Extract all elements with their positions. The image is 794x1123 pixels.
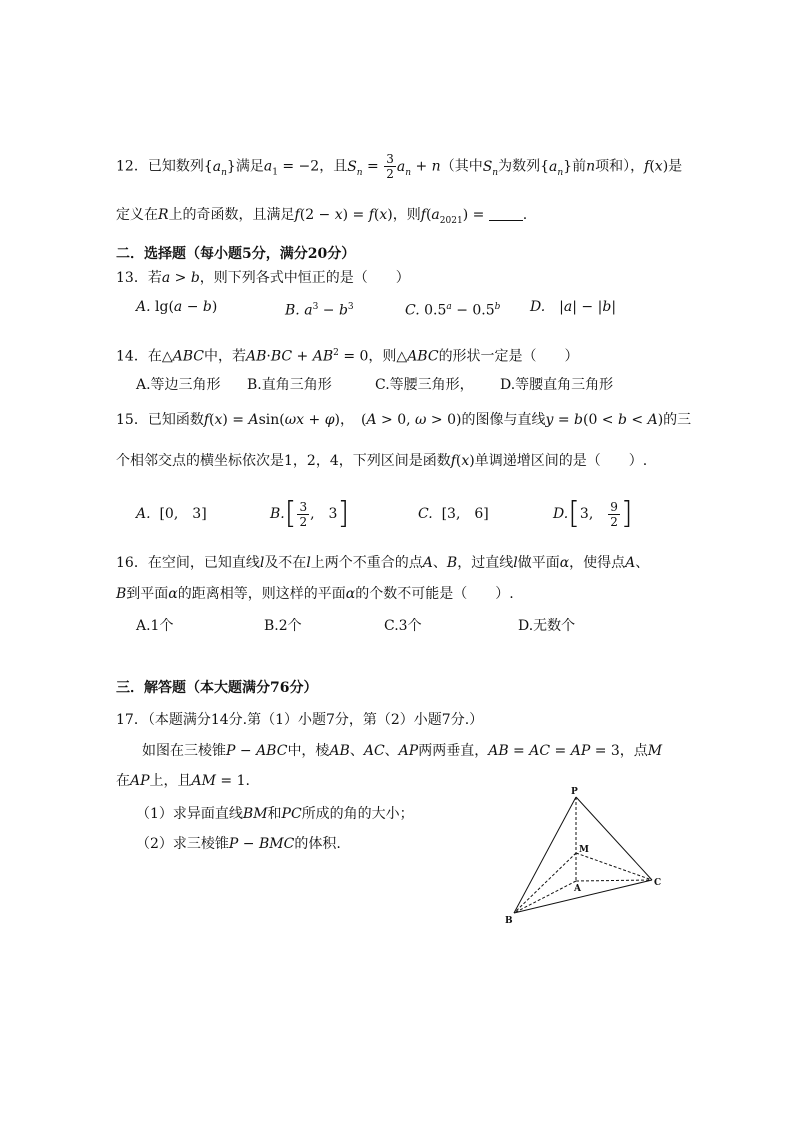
answer-blank	[489, 208, 523, 221]
q12-line1: 12．已知数列$\{a_n\}$满足$a_1 = -2$，且$S_n$ = $\frac{3}{2}$ $a_n + n$（其中$S_n$为数列$\{a_n\}$前n项和），f(x)是	[116, 152, 683, 181]
q14-option-d: D.等腰直角三角形	[500, 377, 614, 393]
q16-option-c: C.3个	[384, 618, 422, 634]
q17-part1: （1）求异面直线BM和PC所成的角的大小；	[136, 806, 414, 822]
q16-line2: B到平面α的距离相等，则这样的平面α的个数不可能是（ ）.	[116, 586, 514, 602]
q13-stem: 13．若a > b，则下列各式中恒正的是（ ）	[116, 270, 410, 286]
label-p: P	[571, 787, 578, 797]
q14-stem: 14．在△ABC中，若$AB\cdot BC + AB^2 = 0$，则△ABC的形状一定是（ ）	[116, 348, 579, 365]
q17-header: 17．（本题满分14分.第（1）小题7分，第（2）小题7分.）	[116, 712, 484, 728]
q13-option-c: C. 0.5$^a$ − 0.5$^b$	[405, 302, 501, 319]
label-b: B	[505, 916, 513, 926]
segment-mb	[514, 853, 576, 913]
label-c: C	[654, 878, 662, 888]
pyramid-figure	[500, 785, 680, 930]
q15-line2: 个相邻交点的横坐标依次是1，2，4，下列区间是函数f(x)单调递增区间的是（ ）.	[116, 453, 648, 469]
q14-option-c: C.等腰三角形，	[375, 377, 474, 393]
edge-pb	[514, 797, 576, 913]
edge-ab	[514, 881, 576, 913]
q17-body-line2: 在AP上，且AM = 1.	[116, 773, 250, 789]
q13-option-a: A. lg(a − b)	[136, 299, 218, 315]
q14-option-a: A.等边三角形	[136, 377, 221, 393]
q17-part2: （2）求三棱锥P − BMC的体积.	[136, 836, 341, 852]
q15-line1: 15．已知函数f(x) = Asin(ωx + φ)， (A > 0, ω > 0)的图像与直线y = b(0 < b < A)的三	[116, 412, 692, 428]
section3-title: 三．解答题（本大题满分76分）	[116, 680, 318, 696]
q15-option-a: A. [0, 3]	[136, 506, 207, 522]
section2-title: 二．选择题（每小题5分，满分20分）	[116, 246, 356, 262]
q13-option-d: D. |a| − |b|	[530, 299, 617, 315]
edge-ac	[576, 880, 652, 881]
segment-mc	[576, 853, 652, 880]
q16-option-a: A.1个	[136, 618, 174, 634]
q15-option-b: B.[ $\frac{3}{2}$ , 3]	[270, 496, 350, 531]
q16-option-b: B.2个	[264, 618, 302, 634]
q15-option-d: D.[3, $\frac{9}{2}$ ]	[553, 496, 633, 531]
edge-bc	[514, 880, 652, 913]
q16-line1: 16．在空间，已知直线l及不在l上两个不重合的点A、B，过直线l做平面α，使得点A、	[116, 555, 650, 571]
q13-option-b: B. $a^3 - b^3$	[285, 302, 354, 319]
q17-body-line1: 如图在三棱锥P − ABC中，棱AB、AC、AP两两垂直，AB = AC = AP = 3，点M	[142, 743, 663, 759]
label-m: M	[579, 845, 589, 855]
q12-line2: 定义在R上的奇函数，且满足f(2 − x) = f(x)，则$f(a_{2021})$ = .	[116, 207, 528, 226]
q15-option-c: C. [3, 6]	[418, 506, 489, 522]
label-a: A	[574, 884, 581, 894]
q16-option-d: D.无数个	[518, 618, 576, 634]
q14-option-b: B.直角三角形	[247, 377, 332, 393]
edge-pc	[576, 797, 652, 880]
